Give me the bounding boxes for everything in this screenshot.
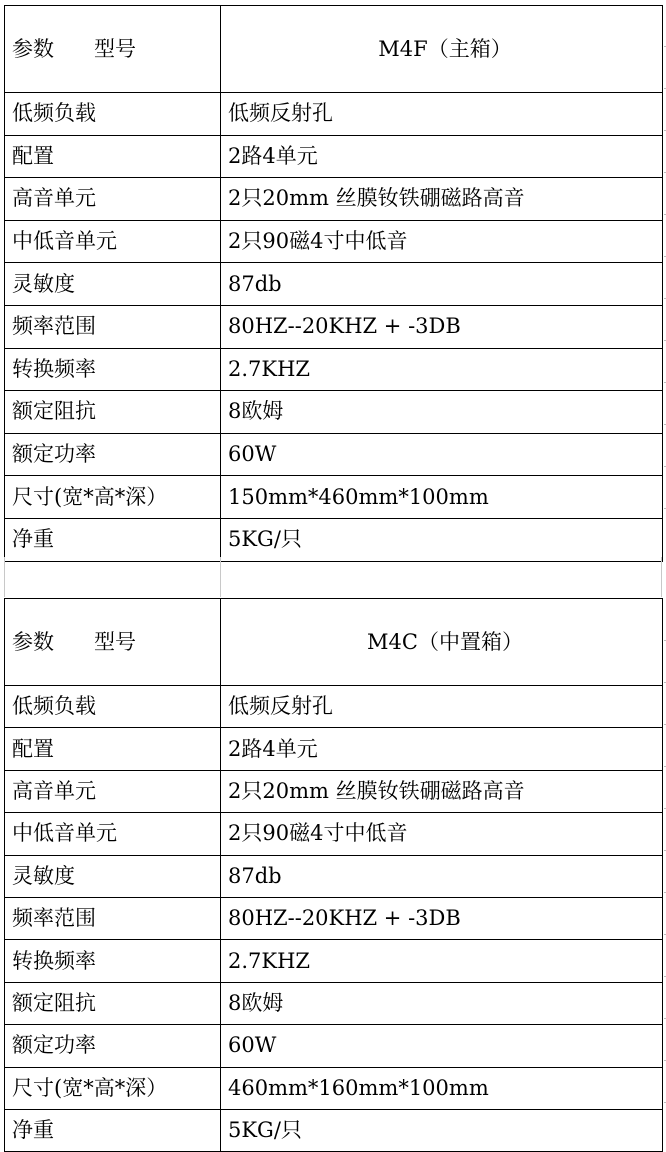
spec-value-cell: 2只90磁4寸中低音	[221, 813, 663, 855]
header-param-model-cell	[5, 599, 221, 686]
spec-value-cell: 87db	[221, 855, 663, 897]
spec-value-cell: 低频反射孔	[221, 686, 663, 728]
model-label: 型号	[94, 36, 136, 61]
table-row	[5, 940, 663, 982]
table-row	[5, 305, 663, 348]
spec-value-cell: 2.7KHZ	[221, 940, 663, 982]
spec-label-cell: 低频负载	[5, 93, 221, 136]
spec-value-cell: 60W	[221, 1025, 663, 1067]
model-label: 型号	[94, 629, 136, 654]
spec-label-cell: 转换频率	[5, 940, 221, 982]
spec-value-cell: 460mm*160mm*100mm	[221, 1067, 663, 1109]
table-header-row	[5, 599, 663, 686]
table-row	[5, 391, 663, 434]
table-row	[5, 220, 663, 263]
spec-label-cell: 额定阻抗	[5, 391, 221, 434]
table-row	[5, 476, 663, 519]
table-row	[5, 348, 663, 391]
spec-label-cell: 灵敏度	[5, 263, 221, 306]
spec-value-cell: 2路4单元	[221, 135, 663, 178]
param-label: 参数	[12, 629, 54, 654]
spec-label-cell: 频率范围	[5, 897, 221, 939]
spec-value-cell: 5KG/只	[221, 518, 663, 561]
table-row	[5, 855, 663, 897]
spec-label-cell: 频率范围	[5, 305, 221, 348]
spec-table-m4f	[4, 5, 663, 562]
spec-value-cell: 80HZ--20KHZ + -3DB	[221, 305, 663, 348]
table-row	[5, 93, 663, 136]
spec-value-cell: 8欧姆	[221, 982, 663, 1024]
spec-label-cell: 尺寸(宽*高*深）	[5, 1067, 221, 1109]
spec-label-cell: 低频负载	[5, 686, 221, 728]
spec-value-cell: 150mm*460mm*100mm	[221, 476, 663, 519]
spec-label-cell: 配置	[5, 135, 221, 178]
spec-label-cell: 转换频率	[5, 348, 221, 391]
spec-value-cell: 2只90磁4寸中低音	[221, 220, 663, 263]
param-label: 参数	[12, 36, 54, 61]
table-row	[5, 897, 663, 939]
spec-value-cell: 2只20mm 丝膜钕铁硼磁路高音	[221, 178, 663, 221]
model-name-cell: M4C（中置箱）	[221, 599, 663, 686]
spec-value-cell: 2路4单元	[221, 728, 663, 770]
table-row	[5, 135, 663, 178]
table-row	[5, 1067, 663, 1109]
spec-label-cell: 额定阻抗	[5, 982, 221, 1024]
spec-value-cell: 80HZ--20KHZ + -3DB	[221, 897, 663, 939]
spec-label-cell: 配置	[5, 728, 221, 770]
spec-label-cell: 灵敏度	[5, 855, 221, 897]
spec-value-cell: 5KG/只	[221, 1109, 663, 1151]
spec-label-cell: 净重	[5, 518, 221, 561]
table-row	[5, 1109, 663, 1151]
spec-value-cell: 2只20mm 丝膜钕铁硼磁路高音	[221, 770, 663, 812]
table-row	[5, 770, 663, 812]
spec-label-cell: 尺寸(宽*高*深）	[5, 476, 221, 519]
table-row	[5, 263, 663, 306]
header-param-model-cell	[5, 6, 221, 93]
spec-label-cell: 高音单元	[5, 770, 221, 812]
gridline	[4, 557, 5, 597]
table-row	[5, 686, 663, 728]
spec-value-cell: 8欧姆	[221, 391, 663, 434]
gridline	[661, 557, 662, 597]
spec-label-cell: 额定功率	[5, 433, 221, 476]
table-row	[5, 178, 663, 221]
model-name-cell: M4F（主箱）	[221, 6, 663, 93]
spec-value-cell: 低频反射孔	[221, 93, 663, 136]
spec-value-cell: 87db	[221, 263, 663, 306]
spec-value-cell: 2.7KHZ	[221, 348, 663, 391]
spec-value-cell: 60W	[221, 433, 663, 476]
table-row	[5, 1025, 663, 1067]
spec-label-cell: 额定功率	[5, 1025, 221, 1067]
table-row	[5, 728, 663, 770]
table-header-row	[5, 6, 663, 93]
spec-label-cell: 净重	[5, 1109, 221, 1151]
spec-label-cell: 高音单元	[5, 178, 221, 221]
table-row	[5, 982, 663, 1024]
table-row	[5, 518, 663, 561]
spec-label-cell: 中低音单元	[5, 813, 221, 855]
table-row	[5, 813, 663, 855]
spreadsheet-gap-row	[4, 557, 662, 597]
gridline	[220, 557, 221, 597]
table-row	[5, 433, 663, 476]
spec-table-m4c	[4, 598, 663, 1152]
spec-label-cell: 中低音单元	[5, 220, 221, 263]
